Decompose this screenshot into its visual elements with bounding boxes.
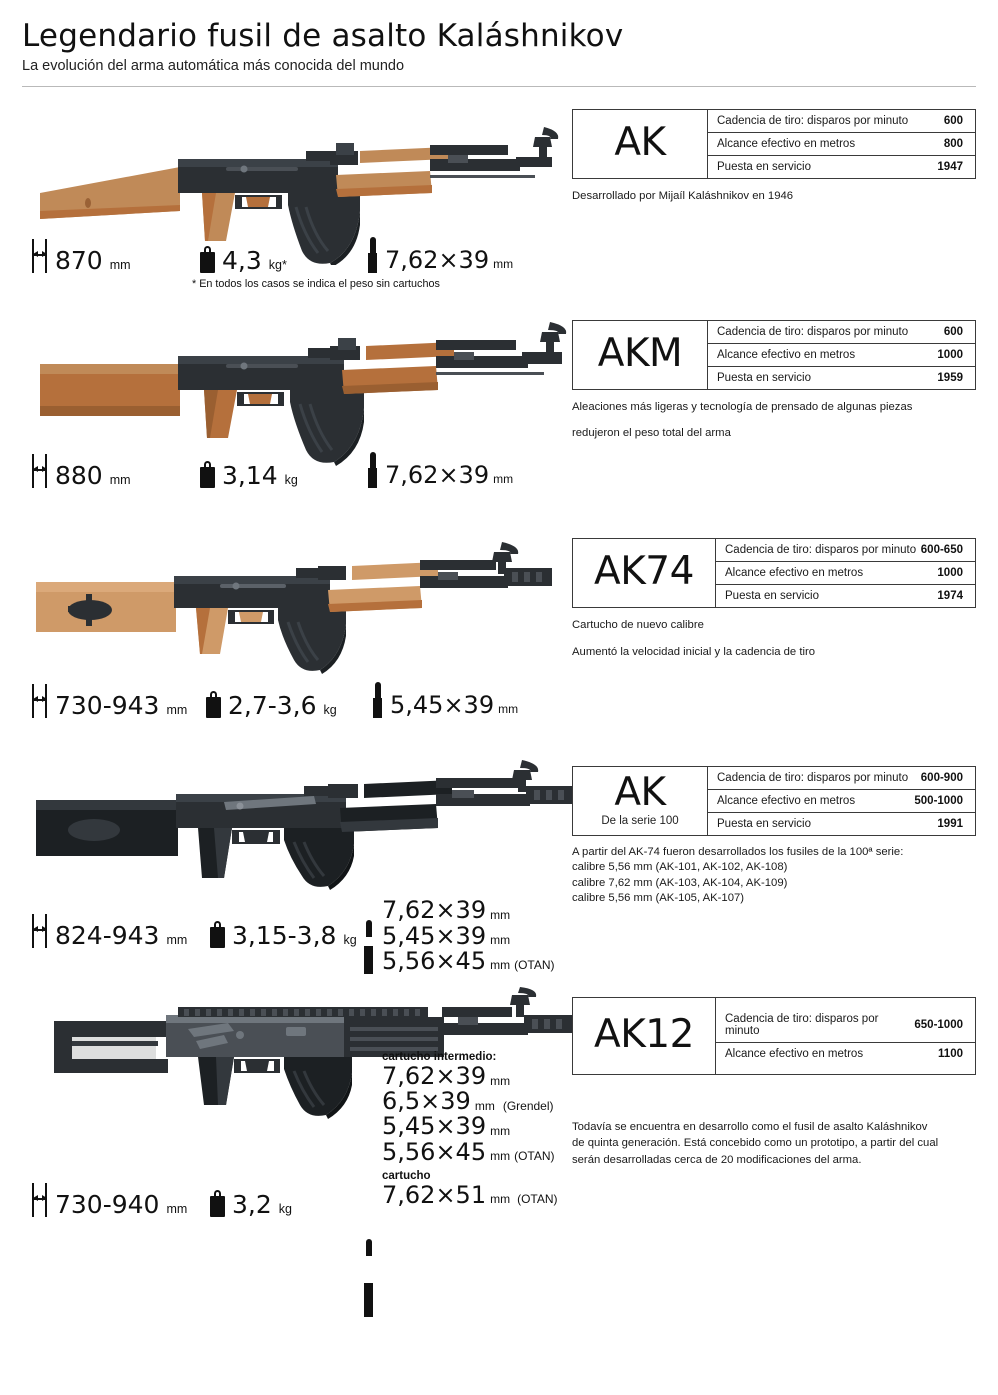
spec-panel-akm bbox=[572, 320, 976, 442]
spec-row-service bbox=[708, 156, 975, 178]
length-unit: mm bbox=[166, 932, 188, 947]
weight-unit: kg bbox=[284, 472, 298, 487]
spec-box bbox=[572, 997, 976, 1075]
caliber-group-heading: cartucho intermedio: bbox=[382, 1051, 497, 1063]
weapon-block-ak100 bbox=[0, 752, 998, 987]
spec-box bbox=[572, 538, 976, 608]
length-value: 880 bbox=[55, 461, 103, 490]
weight-unit: kg bbox=[323, 702, 337, 717]
spec-row-range bbox=[716, 1043, 975, 1065]
length-measure-ak74 bbox=[32, 684, 206, 718]
weight-measure-ak100 bbox=[210, 921, 357, 948]
caliber-line bbox=[382, 1114, 558, 1139]
note-line: redujeron el peso total del arma bbox=[572, 426, 731, 439]
spec-value: 600 bbox=[943, 326, 963, 338]
caliber-suffix: (OTAN) bbox=[514, 958, 555, 973]
caliber-unit: mm bbox=[490, 908, 511, 923]
spec-value: 1974 bbox=[937, 590, 963, 602]
caliber-stack-ak bbox=[385, 245, 514, 274]
weight-measure-akm bbox=[200, 461, 367, 488]
caliber-unit: mm bbox=[490, 1073, 511, 1088]
spec-row-range bbox=[708, 790, 975, 813]
cartridge-icon bbox=[372, 682, 383, 718]
caliber-suffix: (OTAN) bbox=[517, 1192, 558, 1207]
length-measure-ak bbox=[32, 239, 200, 273]
spec-row-range bbox=[708, 344, 975, 367]
spec-row-rate bbox=[708, 321, 975, 344]
weapon-name: AK12 bbox=[594, 1011, 694, 1057]
spec-panel-ak12 bbox=[572, 997, 976, 1168]
caliber-value: 5,45×39 bbox=[390, 690, 495, 719]
spec-row-service bbox=[708, 367, 975, 389]
spec-value: 1991 bbox=[937, 818, 963, 830]
note-line: calibre 7,62 mm (AK-103, AK-104, AK-109) bbox=[572, 876, 788, 889]
weapon-name: AK bbox=[614, 769, 666, 815]
caliber-line bbox=[390, 690, 519, 719]
note-line: Cartucho de nuevo calibre bbox=[572, 619, 704, 631]
spec-value: 500-1000 bbox=[914, 795, 963, 807]
caliber-unit: mm bbox=[490, 1123, 511, 1138]
caliber-line bbox=[382, 1064, 558, 1089]
caliber-value: 7,62×39 bbox=[385, 245, 490, 274]
spec-row-rate bbox=[708, 110, 975, 133]
weight-icon bbox=[200, 461, 215, 488]
length-value: 824-943 bbox=[55, 921, 160, 950]
spec-row-range bbox=[716, 562, 975, 585]
length-unit: mm bbox=[166, 1201, 188, 1216]
weight-unit: kg* bbox=[268, 257, 287, 272]
spec-label: Alcance efectivo en metros bbox=[717, 349, 856, 361]
note-line: calibre 5,56 mm (AK-105, AK-107) bbox=[572, 891, 745, 904]
weapon-note-ak bbox=[572, 188, 976, 206]
caliber-group-heading: cartucho bbox=[382, 1169, 431, 1182]
caliber-suffix: (Grendel) bbox=[502, 1098, 554, 1113]
weapon-name-sub: De la serie 100 bbox=[601, 815, 679, 828]
caliber-value: 7,62×39 bbox=[382, 1062, 487, 1090]
spec-row-rate bbox=[716, 539, 975, 562]
caliber-line bbox=[385, 460, 514, 489]
weapon-note-ak100 bbox=[572, 845, 976, 906]
length-icon bbox=[32, 914, 48, 948]
weight-value: 4,3 bbox=[222, 246, 262, 275]
weapon-name-cell bbox=[573, 110, 707, 178]
note-line: Aleaciones más ligeras y tecnología de prensado de algunas piezas bbox=[572, 401, 913, 413]
measurements-ak74 bbox=[32, 682, 518, 718]
weapon-name: AKM bbox=[597, 330, 683, 376]
spec-panel-ak74 bbox=[572, 538, 976, 661]
spec-row-rate bbox=[716, 1008, 975, 1043]
weapon-name-cell bbox=[573, 539, 715, 607]
caliber-line bbox=[382, 1089, 558, 1114]
spec-label: Alcance efectivo en metros bbox=[717, 138, 856, 150]
spec-value: 1959 bbox=[937, 372, 963, 384]
weight-icon bbox=[206, 691, 221, 718]
spec-label: Cadencia de tiro: disparos por minuto bbox=[717, 326, 909, 338]
spec-value: 600 bbox=[943, 115, 963, 127]
caliber-value: 5,56×45 bbox=[382, 1137, 487, 1166]
spec-value: 1947 bbox=[937, 161, 963, 173]
caliber-value: 5,56×45 bbox=[382, 946, 487, 975]
weapon-block-ak bbox=[0, 87, 998, 302]
rifle-illustration-ak74 bbox=[28, 536, 558, 691]
caliber-unit: mm bbox=[490, 1149, 511, 1164]
spec-value: 800 bbox=[943, 138, 963, 150]
note-line: Aumentó la velocidad inicial y la cadencia de tiro bbox=[572, 645, 816, 658]
weight-value: 3,2 bbox=[232, 1190, 272, 1219]
spec-label: Puesta en servicio bbox=[717, 161, 811, 173]
weapon-note-akm bbox=[572, 399, 976, 442]
spec-table bbox=[707, 321, 975, 389]
cartridge-icon bbox=[367, 237, 378, 273]
length-unit: mm bbox=[109, 257, 131, 272]
caliber-stack-akm bbox=[385, 460, 514, 489]
spec-label: Puesta en servicio bbox=[717, 372, 811, 384]
weight-measure-ak74 bbox=[206, 691, 372, 718]
length-value: 730-943 bbox=[55, 691, 160, 720]
cartridge-icon bbox=[363, 874, 374, 974]
caliber-line bbox=[382, 1180, 558, 1209]
caliber-line bbox=[382, 946, 555, 975]
caliber-stack-ak12 bbox=[363, 1051, 558, 1317]
spec-label: Alcance efectivo en metros bbox=[725, 567, 864, 579]
spec-label: Alcance efectivo en metros bbox=[725, 1047, 864, 1060]
length-measure-ak100 bbox=[32, 914, 210, 948]
note-line: Todavía se encuentra en desarrollo como el fusil de asalto Kaláshnikov bbox=[572, 1121, 928, 1133]
spec-label: Alcance efectivo en metros bbox=[717, 795, 856, 807]
spec-panel-ak100 bbox=[572, 766, 976, 906]
caliber-stack-ak100 bbox=[363, 874, 555, 974]
length-icon bbox=[32, 454, 48, 488]
caliber-unit: mm bbox=[490, 933, 511, 948]
spec-panel-ak bbox=[572, 109, 976, 206]
caliber-stack-ak74 bbox=[390, 690, 519, 719]
spec-label: Cadencia de tiro: disparos por minuto bbox=[725, 1012, 879, 1037]
caliber-line bbox=[382, 1137, 558, 1166]
spec-value: 600-900 bbox=[920, 772, 963, 784]
caliber-unit: mm bbox=[493, 472, 514, 487]
caliber-measure-akm bbox=[367, 452, 513, 488]
spec-value: 1100 bbox=[938, 1047, 963, 1060]
length-icon bbox=[32, 239, 48, 273]
caliber-value: 5,45×39 bbox=[382, 1112, 487, 1141]
weight-icon bbox=[210, 1190, 225, 1217]
cartridge-icon bbox=[363, 1107, 374, 1317]
spec-table bbox=[715, 998, 975, 1074]
spec-value: 650-1000 bbox=[914, 1018, 963, 1031]
length-icon bbox=[32, 684, 48, 718]
page-header bbox=[0, 0, 998, 74]
caliber-value: 5,45×39 bbox=[382, 921, 487, 950]
spec-row-service bbox=[708, 813, 975, 835]
spec-label: Cadencia de tiro: disparos por minuto bbox=[717, 772, 909, 784]
weight-measure-ak12 bbox=[210, 1190, 292, 1217]
caliber-measure-ak74 bbox=[372, 682, 518, 718]
length-value: 870 bbox=[55, 246, 103, 275]
caliber-line bbox=[382, 921, 555, 950]
caliber-unit: mm bbox=[474, 1098, 495, 1113]
weight-footnote-ak: * En todos los casos se indica el peso sin cartuchos bbox=[192, 278, 440, 290]
weapon-name-cell bbox=[573, 998, 715, 1074]
length-unit: mm bbox=[109, 472, 131, 487]
caliber-unit: mm bbox=[490, 1192, 511, 1207]
weight-value: 3,14 bbox=[222, 461, 278, 490]
note-line: calibre 5,56 mm (AK-101, AK-102, AK-108) bbox=[572, 861, 788, 874]
caliber-value: 7,62×51 bbox=[382, 1180, 487, 1209]
measurements-akm bbox=[32, 452, 513, 488]
note-line: de quinta generación. Está concebido como un prototipo, a partir del cual bbox=[572, 1137, 939, 1150]
spec-row-range bbox=[708, 133, 975, 156]
caliber-unit: mm bbox=[493, 257, 514, 272]
spec-row-rate bbox=[708, 767, 975, 790]
caliber-value: 7,62×39 bbox=[382, 896, 487, 925]
caliber-unit: mm bbox=[498, 702, 519, 717]
caliber-value: 7,62×39 bbox=[385, 460, 490, 489]
spec-label: Cadencia de tiro: disparos por minuto bbox=[725, 544, 917, 556]
spec-table bbox=[707, 767, 975, 835]
spec-value: 600-650 bbox=[920, 544, 963, 556]
caliber-unit: mm bbox=[490, 958, 511, 973]
caliber-value: 6,5×39 bbox=[382, 1087, 471, 1116]
weapon-block-ak12 bbox=[0, 987, 998, 1317]
weapon-name-cell bbox=[573, 321, 707, 389]
spec-box bbox=[572, 109, 976, 179]
spec-label: Puesta en servicio bbox=[725, 590, 819, 602]
spec-box bbox=[572, 766, 976, 836]
cartridge-icon bbox=[367, 452, 378, 488]
weight-value: 3,15-3,8 bbox=[232, 921, 337, 950]
length-measure-ak12 bbox=[32, 1183, 210, 1217]
weapon-block-ak74 bbox=[0, 530, 998, 752]
weight-unit: kg bbox=[343, 932, 357, 947]
spec-label: Puesta en servicio bbox=[717, 818, 811, 830]
spec-value: 1000 bbox=[937, 349, 963, 361]
weight-unit: kg bbox=[278, 1201, 292, 1216]
spec-table bbox=[707, 110, 975, 178]
weapon-name-cell bbox=[573, 767, 707, 835]
weight-icon bbox=[210, 921, 225, 948]
weight-value: 2,7-3,6 bbox=[228, 691, 317, 720]
spec-row-service bbox=[716, 585, 975, 607]
spec-value: 1000 bbox=[937, 567, 963, 579]
spec-table bbox=[715, 539, 975, 607]
weapon-name: AK74 bbox=[594, 548, 694, 594]
spec-box bbox=[572, 320, 976, 390]
note-line: serán desarrolladas cerca de 20 modificaciones del arma. bbox=[572, 1153, 862, 1166]
length-measure-akm bbox=[32, 454, 200, 488]
note-line: Desarrollado por Mijaíl Kaláshnikov en 1946 bbox=[572, 190, 794, 202]
note-line: A partir del AK-74 fueron desarrollados los fusiles de la 100ª serie: bbox=[572, 846, 904, 858]
page-title: Legendario fusil de asalto Kaláshnikov bbox=[22, 18, 624, 54]
length-unit: mm bbox=[166, 702, 188, 717]
caliber-measure-ak bbox=[367, 237, 513, 273]
caliber-line bbox=[382, 898, 555, 923]
page-subtitle: La evolución del arma automática más conocida del mundo bbox=[22, 58, 405, 74]
spec-label: Cadencia de tiro: disparos por minuto bbox=[717, 115, 909, 127]
caliber-suffix: (OTAN) bbox=[514, 1149, 555, 1164]
weapon-block-akm bbox=[0, 302, 998, 530]
weapon-name: AK bbox=[614, 119, 666, 165]
measurements-ak bbox=[32, 237, 513, 290]
weapon-note-ak74 bbox=[572, 617, 976, 661]
length-icon bbox=[32, 1183, 48, 1217]
length-value: 730-940 bbox=[55, 1190, 160, 1219]
caliber-line bbox=[385, 245, 514, 274]
weapon-note-ak12 bbox=[572, 1119, 976, 1168]
weight-measure-ak bbox=[200, 246, 367, 273]
measurements-ak12 bbox=[32, 1183, 292, 1217]
weight-icon bbox=[200, 246, 215, 273]
measurements-ak100 bbox=[32, 914, 357, 948]
